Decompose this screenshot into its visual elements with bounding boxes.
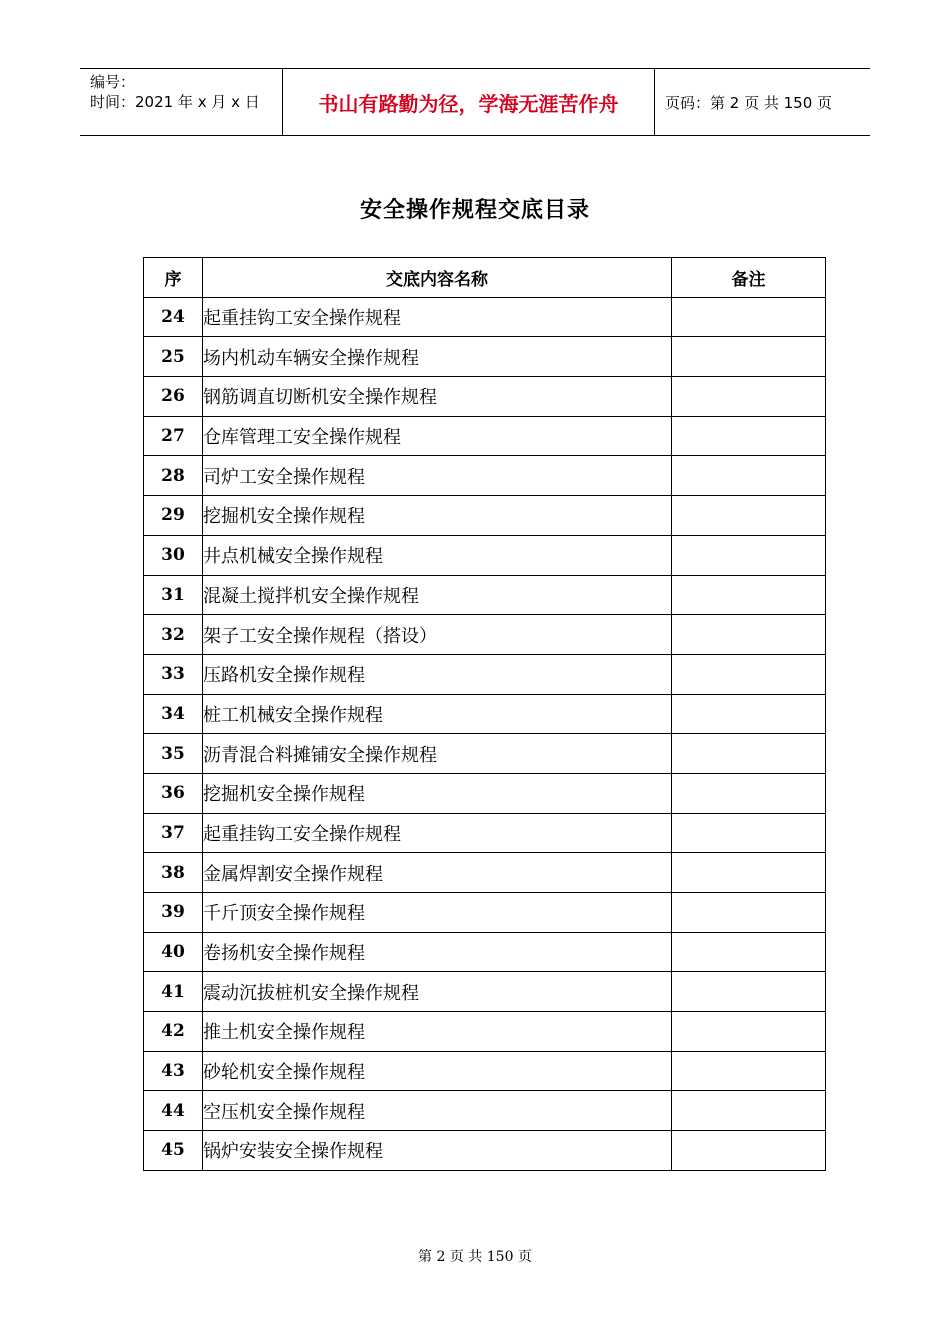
toc-body [144,297,826,1170]
table-row [144,654,826,694]
row-note [672,734,826,774]
row-number: 42 [144,1012,203,1052]
table-row [144,853,826,893]
row-number: 36 [144,773,203,813]
row-note [672,813,826,853]
row-note [672,773,826,813]
table-row [144,1051,826,1091]
row-name: 沥青混合料摊铺安全操作规程 [203,734,672,774]
row-number: 30 [144,535,203,575]
row-note [672,694,826,734]
table-row [144,377,826,417]
row-name: 挖掘机安全操作规程 [203,773,672,813]
row-number: 33 [144,654,203,694]
table-header-row [144,258,826,298]
row-name: 砂轮机安全操作规程 [203,1051,672,1091]
row-note [672,654,826,694]
table-row [144,694,826,734]
table-row [144,1131,826,1171]
row-number: 31 [144,575,203,615]
table-row [144,496,826,536]
page-title: 安全操作规程交底目录 [359,198,590,223]
row-number: 29 [144,496,203,536]
header-name: 交底内容名称 [203,258,672,298]
table-row [144,575,826,615]
header-meta [80,69,282,135]
header-page-info: 页码：第 2 页 共 150 页 [665,93,833,112]
row-name: 金属焊割安全操作规程 [203,853,672,893]
table-row [144,535,826,575]
table-row [144,1091,826,1131]
row-note [672,1091,826,1131]
row-name: 混凝土搅拌机安全操作规程 [203,575,672,615]
row-name: 架子工安全操作规程（搭设） [203,615,672,655]
row-number: 38 [144,853,203,893]
row-name: 起重挂钩工安全操作规程 [203,813,672,853]
row-name: 锅炉安装安全操作规程 [203,1131,672,1171]
header-seq: 序 [144,258,203,298]
row-name: 压路机安全操作规程 [203,654,672,694]
table-row [144,337,826,377]
row-number: 27 [144,416,203,456]
row-name: 卷扬机安全操作规程 [203,932,672,972]
row-number: 45 [144,1131,203,1171]
row-number: 32 [144,615,203,655]
row-name: 桩工机械安全操作规程 [203,694,672,734]
row-note [672,932,826,972]
row-note [672,496,826,536]
row-name: 空压机安全操作规程 [203,1091,672,1131]
table-row [144,813,826,853]
code-label: 编号： [90,73,136,91]
row-note [672,1051,826,1091]
page-header [80,68,870,136]
table-row [144,734,826,774]
toc-table [143,257,826,1171]
row-note [672,377,826,417]
row-number: 43 [144,1051,203,1091]
row-name: 井点机械安全操作规程 [203,535,672,575]
table-row [144,1012,826,1052]
row-note [672,1012,826,1052]
row-name: 场内机动车辆安全操作规程 [203,337,672,377]
row-number: 26 [144,377,203,417]
table-row [144,297,826,337]
row-note [672,575,826,615]
row-name: 挖掘机安全操作规程 [203,496,672,536]
row-name: 推土机安全操作规程 [203,1012,672,1052]
row-number: 39 [144,893,203,933]
row-name: 司炉工安全操作规程 [203,456,672,496]
page-footer: 第 2 页 共 150 页 [418,1249,532,1265]
table-row [144,932,826,972]
row-number: 34 [144,694,203,734]
row-note [672,893,826,933]
row-note [672,615,826,655]
row-number: 35 [144,734,203,774]
row-note [672,456,826,496]
row-name: 起重挂钩工安全操作规程 [203,297,672,337]
row-number: 25 [144,337,203,377]
time-label: 时间：2021 年 x 月 x 日 [90,93,260,111]
table-row [144,456,826,496]
row-note [672,297,826,337]
header-note: 备注 [672,258,826,298]
row-name: 震动沉拔桩机安全操作规程 [203,972,672,1012]
row-number: 44 [144,1091,203,1131]
row-note [672,1131,826,1171]
row-number: 37 [144,813,203,853]
row-name: 钢筋调直切断机安全操作规程 [203,377,672,417]
row-note [672,535,826,575]
row-number: 28 [144,456,203,496]
table-row [144,972,826,1012]
row-note [672,416,826,456]
row-note [672,853,826,893]
header-motto: 书山有路勤为径，学海无涯苦作舟 [282,69,655,135]
row-number: 24 [144,297,203,337]
row-name: 千斤顶安全操作规程 [203,893,672,933]
table-row [144,615,826,655]
row-note [672,972,826,1012]
table-row [144,893,826,933]
row-number: 40 [144,932,203,972]
table-row [144,416,826,456]
row-name: 仓库管理工安全操作规程 [203,416,672,456]
row-note [672,337,826,377]
row-number: 41 [144,972,203,1012]
table-row [144,773,826,813]
